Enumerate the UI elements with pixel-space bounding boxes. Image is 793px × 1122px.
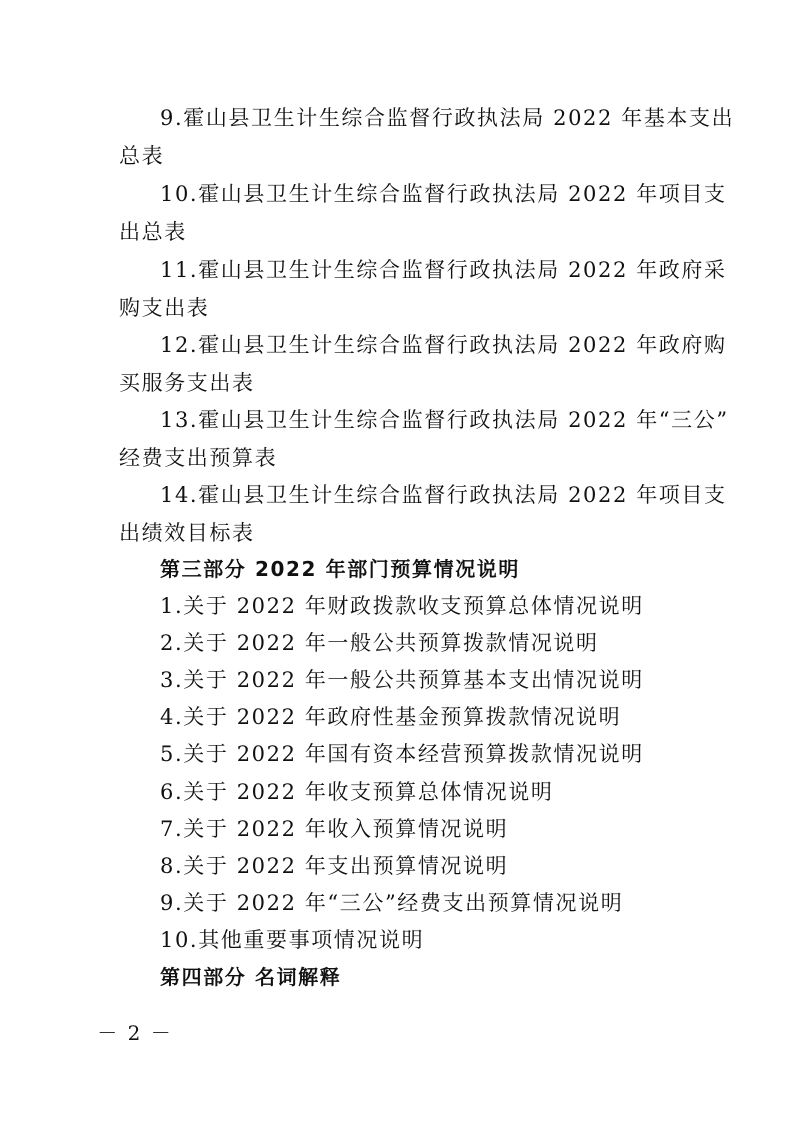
- toc-item-12-line2: 买服务支出表: [119, 371, 255, 395]
- toc-item-14-line1: 14.霍山县卫生计生综合监督行政执法局 2022 年项目支: [160, 483, 727, 507]
- toc-item-9-line2: 总表: [119, 144, 165, 168]
- section-heading-part3: 第三部分 2022 年部门预算情况说明: [160, 557, 520, 581]
- toc-item-12-line1: 12.霍山县卫生计生综合监督行政执法局 2022 年政府购: [160, 333, 727, 357]
- toc-item-9-line1: 9.霍山县卫生计生综合监督行政执法局 2022 年基本支出: [160, 106, 735, 130]
- explanation-item-7: 7.关于 2022 年收入预算情况说明: [160, 817, 509, 841]
- page-number: － 2 －: [97, 1021, 173, 1045]
- explanation-item-8: 8.关于 2022 年支出预算情况说明: [160, 854, 509, 878]
- toc-item-10-line1: 10.霍山县卫生计生综合监督行政执法局 2022 年项目支: [160, 182, 727, 206]
- toc-item-10-line2: 出总表: [119, 220, 187, 244]
- toc-item-13-line2: 经费支出预算表: [119, 446, 278, 470]
- explanation-item-5: 5.关于 2022 年国有资本经营预算拨款情况说明: [160, 742, 644, 766]
- section-heading-part4: 第四部分 名词解释: [160, 965, 342, 989]
- toc-item-14-line2: 出绩效目标表: [119, 521, 255, 545]
- toc-item-13-line1: 13.霍山县卫生计生综合监督行政执法局 2022 年“三公”: [160, 408, 729, 432]
- explanation-item-9: 9.关于 2022 年“三公”经费支出预算情况说明: [160, 891, 624, 915]
- explanation-item-10: 10.其他重要事项情况说明: [160, 928, 425, 952]
- explanation-item-2: 2.关于 2022 年一般公共预算拨款情况说明: [160, 631, 599, 655]
- explanation-item-4: 4.关于 2022 年政府性基金预算拨款情况说明: [160, 705, 622, 729]
- toc-item-11-line1: 11.霍山县卫生计生综合监督行政执法局 2022 年政府采: [160, 258, 727, 282]
- explanation-item-1: 1.关于 2022 年财政拨款收支预算总体情况说明: [160, 594, 644, 618]
- toc-item-11-line2: 购支出表: [119, 296, 210, 320]
- explanation-item-6: 6.关于 2022 年收支预算总体情况说明: [160, 780, 554, 804]
- explanation-item-3: 3.关于 2022 年一般公共预算基本支出情况说明: [160, 668, 644, 692]
